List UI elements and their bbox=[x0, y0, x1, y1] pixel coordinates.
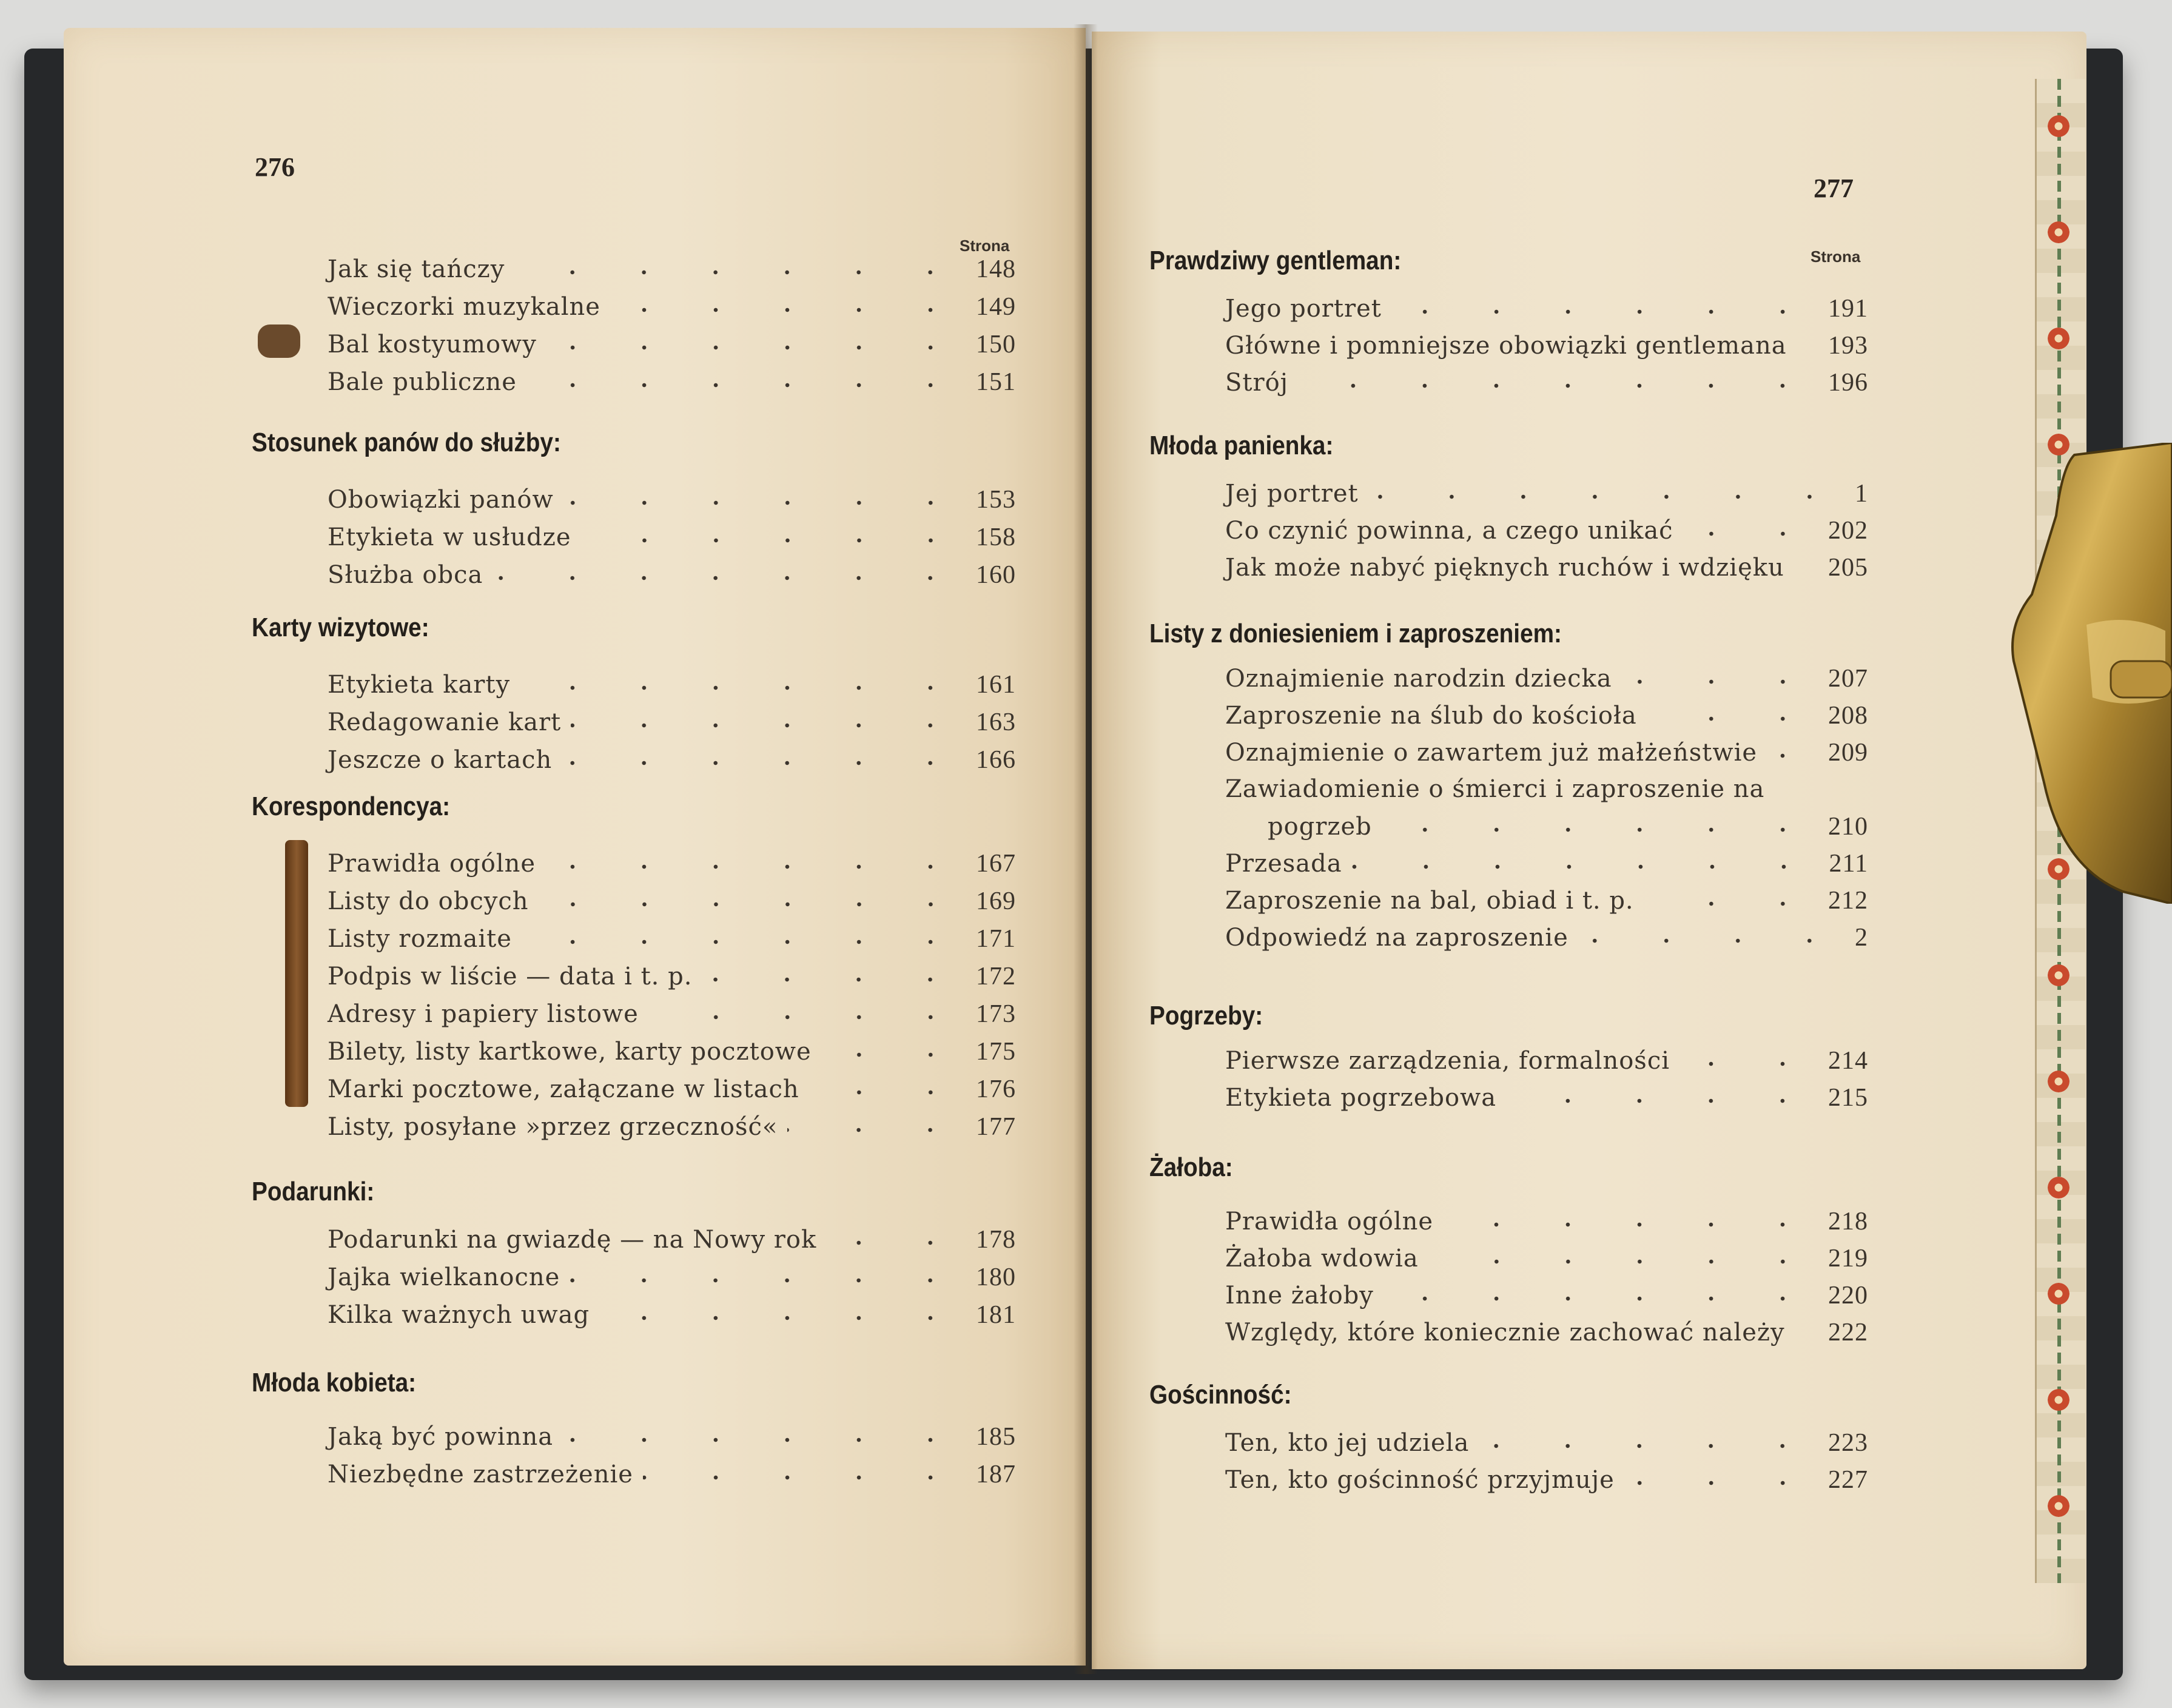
toc-page-number: 171 bbox=[976, 925, 1016, 953]
dot-leader bbox=[1479, 1443, 1818, 1449]
toc-entry bbox=[1225, 923, 1868, 958]
dot-leader bbox=[539, 901, 966, 907]
dot-leader bbox=[493, 575, 966, 581]
section-heading: Korespondencya: bbox=[252, 792, 451, 821]
toc-page-number: 227 bbox=[1828, 1466, 1868, 1494]
toc-entry bbox=[1225, 516, 1868, 551]
toc-entry bbox=[1225, 1465, 1868, 1501]
toc-entry-title: Co czynić powinna, a czego unikać bbox=[1225, 517, 1673, 545]
toc-entry bbox=[328, 1225, 1016, 1260]
dot-leader bbox=[1391, 309, 1818, 315]
toc-entry-title: Względy, które koniecznie zachować należy bbox=[1225, 1319, 1785, 1347]
toc-page-number: 166 bbox=[976, 746, 1016, 774]
toc-page-number: 150 bbox=[976, 331, 1016, 358]
toc-page-number: 158 bbox=[976, 523, 1016, 551]
dot-leader bbox=[1352, 864, 1820, 870]
toc-page-number: 193 bbox=[1828, 332, 1868, 360]
dot-leader bbox=[562, 760, 966, 766]
toc-entry-title: Odpowiedź na zaproszenie bbox=[1225, 924, 1568, 952]
toc-page-number: 160 bbox=[976, 561, 1016, 589]
toc-entry-title: Pierwsze zarządzenia, formalności bbox=[1225, 1047, 1670, 1075]
toc-page-number: 185 bbox=[976, 1423, 1016, 1451]
dot-leader bbox=[1578, 938, 1845, 944]
toc-page-number: 202 bbox=[1828, 517, 1868, 545]
dot-leader bbox=[1298, 383, 1818, 389]
dot-leader bbox=[526, 382, 966, 388]
toc-entry-title: Bale publiczne bbox=[328, 368, 517, 396]
toc-entry bbox=[328, 255, 1016, 290]
toc-entry-title: Jak się tańczy bbox=[328, 255, 505, 283]
page-number-left: 276 bbox=[255, 152, 295, 182]
toc-page-number: 178 bbox=[976, 1226, 1016, 1254]
toc-entry-title: Zaproszenie na bal, obiad i t. p. bbox=[1225, 887, 1634, 915]
flower-ornament-icon bbox=[2048, 328, 2069, 349]
stain-mark bbox=[285, 840, 308, 1107]
flower-ornament-icon bbox=[2048, 221, 2069, 243]
toc-page-number: 180 bbox=[976, 1263, 1016, 1291]
toc-entry bbox=[1225, 1207, 1868, 1242]
toc-entry bbox=[328, 745, 1016, 781]
toc-entry-title: Zaproszenie na ślub do kościoła bbox=[1225, 702, 1637, 730]
toc-page-number: 181 bbox=[976, 1301, 1016, 1329]
toc-entry bbox=[1225, 331, 1868, 366]
section-heading: Pogrzeby: bbox=[1149, 1001, 1263, 1031]
toc-page-number: 215 bbox=[1828, 1084, 1868, 1112]
toc-page-number: 210 bbox=[1828, 813, 1868, 841]
dot-leader bbox=[787, 1127, 966, 1133]
dot-leader bbox=[563, 500, 966, 506]
dot-leader bbox=[1683, 531, 1818, 537]
toc-page-number: 191 bbox=[1828, 295, 1868, 323]
toc-entry-title: Ten, kto jej udziela bbox=[1225, 1429, 1470, 1457]
dot-leader bbox=[514, 269, 966, 275]
toc-entry bbox=[1225, 1318, 1868, 1353]
toc-entry bbox=[1225, 479, 1868, 514]
toc-entry bbox=[328, 1422, 1016, 1458]
toc-page-number: 151 bbox=[976, 368, 1016, 396]
toc-entry-title: Etykieta pogrzebowa bbox=[1225, 1084, 1497, 1112]
section-heading: Karty wizytowe: bbox=[252, 613, 429, 642]
toc-entry bbox=[1225, 1281, 1868, 1316]
page-number-right: 277 bbox=[1814, 173, 1854, 203]
toc-page-number: 218 bbox=[1828, 1208, 1868, 1236]
section-heading: Prawdziwy gentleman: bbox=[1149, 246, 1402, 275]
toc-entry bbox=[328, 330, 1016, 365]
toc-page-number: 161 bbox=[976, 671, 1016, 699]
toc-entry bbox=[328, 1460, 1016, 1495]
dot-leader bbox=[1644, 901, 1818, 907]
toc-entry-title: Służba obca bbox=[328, 561, 483, 589]
dot-leader bbox=[643, 1474, 966, 1481]
toc-entry bbox=[1225, 849, 1868, 884]
toc-entry-title: Bilety, listy kartkowe, karty pocztowe bbox=[328, 1038, 812, 1066]
toc-entry bbox=[328, 1263, 1016, 1298]
page-column-label: Strona bbox=[960, 237, 1010, 255]
toc-entry-title: Podarunki na gwiazdę — na Nowy rok bbox=[328, 1226, 817, 1254]
book-gutter bbox=[1074, 24, 1098, 1674]
toc-page-number: 172 bbox=[976, 963, 1016, 990]
toc-entry-title: Ten, kto gościnność przyjmuje bbox=[1225, 1466, 1615, 1494]
toc-entry-title: Jej portret bbox=[1225, 480, 1359, 508]
toc-page-number: 207 bbox=[1828, 665, 1868, 693]
dot-leader bbox=[702, 977, 966, 983]
flower-ornament-icon bbox=[2048, 115, 2069, 137]
toc-page-number: 187 bbox=[976, 1461, 1016, 1488]
toc-page-number: 222 bbox=[1828, 1319, 1868, 1347]
dot-leader bbox=[571, 722, 966, 728]
toc-entry-title: Prawidła ogólne bbox=[1225, 1208, 1434, 1236]
toc-page-number: 175 bbox=[976, 1038, 1016, 1066]
dot-leader bbox=[599, 1315, 966, 1321]
toc-entry bbox=[1268, 812, 1868, 847]
dot-leader bbox=[570, 1277, 966, 1283]
section-heading: Stosunek panów do służby: bbox=[252, 428, 561, 457]
toc-page-number: 214 bbox=[1828, 1047, 1868, 1075]
toc-entry bbox=[328, 708, 1016, 743]
toc-entry-title: Wieczorki muzykalne bbox=[328, 293, 600, 321]
dot-leader bbox=[809, 1089, 966, 1095]
toc-page-number: 149 bbox=[976, 293, 1016, 321]
toc-entry bbox=[1225, 701, 1868, 736]
dot-leader bbox=[826, 1240, 966, 1246]
toc-entry bbox=[328, 560, 1016, 596]
toc-page-number: 167 bbox=[976, 850, 1016, 878]
toc-entry-title: Jak może nabyć pięknych ruchów i wdzięku bbox=[1225, 554, 1784, 582]
toc-entry-title: Listy rozmaite bbox=[328, 925, 512, 953]
toc-entry bbox=[1225, 886, 1868, 921]
toc-entry-title: Obowiązki panów bbox=[328, 486, 554, 514]
toc-entry-title: Etykieta w usłudze bbox=[328, 523, 571, 551]
dot-leader bbox=[1428, 1259, 1818, 1265]
toc-entry bbox=[1225, 775, 1868, 810]
dot-leader bbox=[1384, 1296, 1818, 1302]
dot-leader bbox=[563, 1437, 966, 1443]
toc-page-number: 211 bbox=[1829, 850, 1868, 878]
toc-entry-title: Adresy i papiery listowe bbox=[328, 1000, 639, 1028]
toc-page-number: 1 bbox=[1855, 480, 1868, 508]
toc-entry-title: Oznajmienie o zawartem już małżeństwie bbox=[1225, 739, 1758, 767]
toc-page-number: 176 bbox=[976, 1075, 1016, 1103]
toc-entry bbox=[1225, 368, 1868, 403]
toc-entry bbox=[328, 523, 1016, 558]
toc-page-number: 212 bbox=[1828, 887, 1868, 915]
toc-entry bbox=[328, 887, 1016, 922]
dot-leader bbox=[1794, 568, 1818, 574]
dot-leader bbox=[821, 1052, 966, 1058]
section-heading: Żałoba: bbox=[1149, 1152, 1233, 1182]
toc-entry bbox=[328, 670, 1016, 705]
dot-leader bbox=[545, 864, 966, 870]
dot-leader bbox=[1679, 1061, 1818, 1067]
dot-leader bbox=[1624, 1480, 1818, 1486]
toc-entry bbox=[1225, 553, 1868, 588]
toc-entry bbox=[1225, 1083, 1868, 1118]
toc-entry-title: Inne żałoby bbox=[1225, 1282, 1374, 1310]
toc-entry-title: Prawidła ogólne bbox=[328, 850, 536, 878]
toc-entry-title: pogrzeb bbox=[1268, 813, 1372, 841]
toc-entry-title: Jajka wielkanocne bbox=[328, 1263, 560, 1291]
toc-page-number: 220 bbox=[1828, 1282, 1868, 1310]
dot-leader bbox=[1797, 346, 1818, 352]
toc-entry-title: Podpis w liście — data i t. p. bbox=[328, 963, 693, 990]
toc-page-number: 219 bbox=[1828, 1245, 1868, 1273]
toc-entry-title: Niezbędne zastrzeżenie bbox=[328, 1461, 633, 1488]
toc-entry-title: Etykieta karty bbox=[328, 671, 511, 699]
toc-page-number: 205 bbox=[1828, 554, 1868, 582]
toc-page-number: 163 bbox=[976, 708, 1016, 736]
section-heading: Listy z doniesieniem i zaproszeniem: bbox=[1149, 619, 1562, 648]
flower-ornament-icon bbox=[2048, 964, 2069, 986]
toc-entry bbox=[328, 1112, 1016, 1148]
toc-entry-title: Listy do obcych bbox=[328, 887, 529, 915]
toc-entry bbox=[328, 962, 1016, 997]
toc-entry bbox=[1225, 1428, 1868, 1464]
toc-entry bbox=[328, 368, 1016, 403]
toc-entry-title: Oznajmienie narodzin dziecka bbox=[1225, 665, 1612, 693]
dot-leader bbox=[648, 1014, 966, 1020]
dot-leader bbox=[1622, 679, 1818, 685]
toc-entry-title: Jeszcze o kartach bbox=[328, 746, 553, 774]
dot-leader bbox=[1506, 1098, 1818, 1104]
dot-leader bbox=[1443, 1222, 1818, 1228]
toc-entry-title: Zawiadomienie o śmierci i zaproszenie na bbox=[1225, 775, 1765, 803]
dot-leader bbox=[1795, 1333, 1818, 1339]
section-heading: Młoda kobieta: bbox=[252, 1368, 417, 1397]
stain-mark bbox=[258, 324, 300, 358]
toc-entry-title: Główne i pomniejsze obowiązki gentlemana bbox=[1225, 332, 1787, 360]
dot-leader bbox=[546, 345, 966, 351]
dot-leader bbox=[610, 307, 966, 313]
toc-entry-title: Przesada bbox=[1225, 850, 1342, 878]
toc-entry bbox=[328, 849, 1016, 884]
toc-page-number: 169 bbox=[976, 887, 1016, 915]
flower-ornament-icon bbox=[2048, 1177, 2069, 1199]
toc-page-number: 196 bbox=[1828, 369, 1868, 397]
dot-leader bbox=[1767, 753, 1818, 759]
toc-page-number: 173 bbox=[976, 1000, 1016, 1028]
toc-page-number: 208 bbox=[1828, 702, 1868, 730]
toc-entry bbox=[1225, 738, 1868, 773]
toc-entry bbox=[328, 1075, 1016, 1110]
page-column-label: Strona bbox=[1811, 247, 1861, 266]
toc-entry bbox=[328, 1037, 1016, 1072]
section-heading: Podarunki: bbox=[252, 1177, 375, 1206]
section-heading: Młoda panienka: bbox=[1149, 431, 1334, 460]
section-heading: Gościnność: bbox=[1149, 1380, 1292, 1410]
toc-page-number: 148 bbox=[976, 255, 1016, 283]
toc-entry-title: Jaką być powinna bbox=[328, 1423, 554, 1451]
toc-page-number: 153 bbox=[976, 486, 1016, 514]
toc-entry bbox=[1225, 1244, 1868, 1279]
toc-entry-title: Strój bbox=[1225, 369, 1289, 397]
brass-clasp-icon bbox=[2008, 443, 2172, 904]
toc-entry-title: Kilka ważnych uwag bbox=[328, 1301, 590, 1329]
toc-entry bbox=[328, 1000, 1016, 1035]
flower-ornament-icon bbox=[2048, 1283, 2069, 1305]
toc-entry-title: Marki pocztowe, załączane w listach bbox=[328, 1075, 799, 1103]
toc-entry-title: Jego portret bbox=[1225, 295, 1382, 323]
dot-leader bbox=[1382, 827, 1818, 833]
toc-entry bbox=[1225, 294, 1868, 329]
toc-entry-title: Żałoba wdowia bbox=[1225, 1245, 1419, 1273]
dot-leader bbox=[520, 685, 966, 691]
toc-page-number: 209 bbox=[1828, 739, 1868, 767]
toc-entry-title: Redagowanie kart bbox=[328, 708, 562, 736]
toc-entry bbox=[328, 1300, 1016, 1336]
toc-page-number: 223 bbox=[1828, 1429, 1868, 1457]
toc-entry bbox=[328, 292, 1016, 328]
flower-ornament-icon bbox=[2048, 1071, 2069, 1092]
toc-entry bbox=[328, 924, 1016, 960]
dot-leader bbox=[1647, 716, 1818, 722]
flower-ornament-icon bbox=[2048, 1389, 2069, 1411]
toc-entry bbox=[328, 485, 1016, 520]
toc-entry bbox=[1225, 664, 1868, 699]
toc-entry-title: Listy, posyłane »przez grzeczność« bbox=[328, 1113, 778, 1141]
flower-ornament-icon bbox=[2048, 1495, 2069, 1517]
dot-leader bbox=[581, 537, 966, 543]
toc-page-number: 2 bbox=[1855, 924, 1868, 952]
toc-entry bbox=[1225, 1046, 1868, 1081]
dot-leader bbox=[1368, 494, 1845, 500]
toc-entry-title: Bal kostyumowy bbox=[328, 331, 537, 358]
dot-leader bbox=[522, 939, 966, 945]
toc-page-number: 177 bbox=[976, 1113, 1016, 1141]
